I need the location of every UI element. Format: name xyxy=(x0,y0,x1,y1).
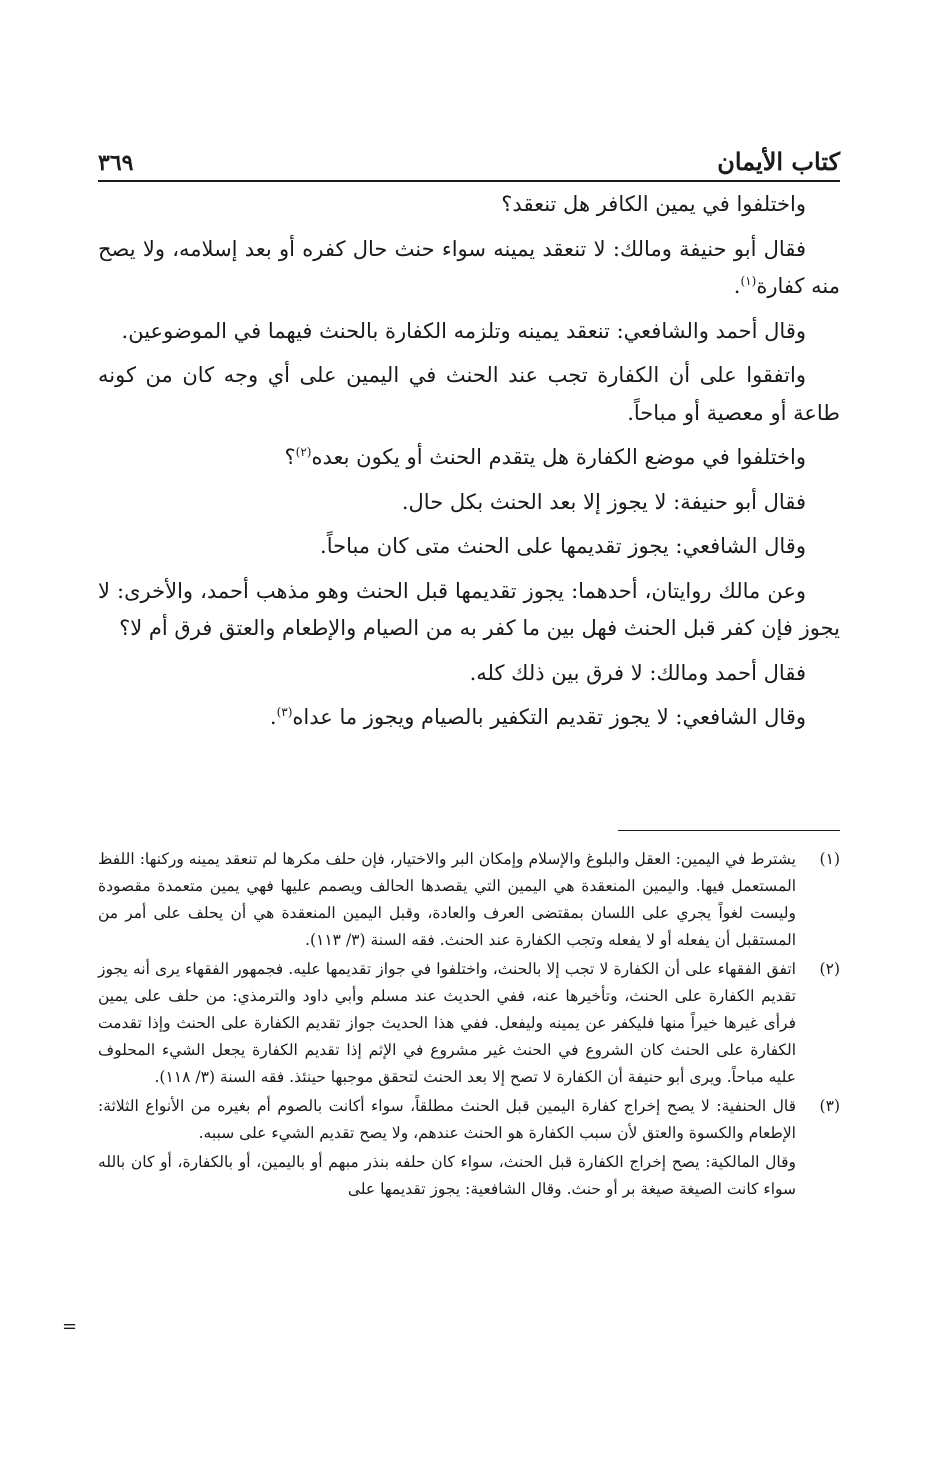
main-text xyxy=(98,186,840,744)
footnote-text: اتفق الفقهاء على أن الكفارة لا تجب إلا بالحنث، واختلفوا في جواز تقديمها عليه. فجمهور الفقهاء يرى أنه يجوز تقديم الكفارة على الحنث، وتأخيرها عنه، ففي الحديث عند مسلم وأبي داود والترمذي: من حلف على يمين فرأى غيرها خيراً منها فليكفر عن يمينه وليفعل. ففي هذا الحديث جواز تقديم الكفارة على الحنث وإذا تقدمت الكفارة على الحنث كان الشروع في الحنث غير مشروع في الإثم إذا تقديم الكفارة يجعل الشيء المحلوف عليه مباحاً. ويرى أبو حنيفة أن الكفارة لا تصح إلا بعد الحنث لتحقق موجبها حينئذ. فقه السنة (٣/ ١١٨). xyxy=(98,960,796,1086)
footnote-separator xyxy=(618,830,840,831)
paragraph-3: وقال أحمد والشافعي: تنعقد يمينه وتلزمه الكفارة بالحنث فيهما في الموضوعين. xyxy=(121,318,806,343)
footnote-number: (٣) xyxy=(819,1097,840,1115)
paragraph-6: فقال أبو حنيفة: لا يجوز إلا بعد الحنث بكل حال. xyxy=(401,489,806,514)
footnote-number: (٢) xyxy=(819,960,840,978)
paragraph-10: وقال الشافعي: لا يجوز تقديم التكفير بالصيام ويجوز ما عداه$^{(٣)}$. xyxy=(269,705,806,729)
paragraph-5: واختلفوا في موضع الكفارة هل يتقدم الحنث أو يكون بعده$^{(٢)}$؟ xyxy=(284,445,806,469)
footnote-text: قال الحنفية: لا يصح إخراج كفارة اليمين قبل الحنث مطلقاً، سواء أكانت بالصوم أم بغيره من الأنواع الثلاثة: الإطعام والكسوة والعتق لأن سبب الكفارة هو الحنث عندهم، ولا يصح تقديم الشيء على سببه. xyxy=(98,1097,796,1142)
footnote-3-continuation: وقال المالكية: يصح إخراج الكفارة قبل الحنث، سواء كان حلفه بنذر مبهم أو باليمين، أو بالكفارة، أو كان بالله سواء كانت الصيغة صيغة بر أو حنث. وقال الشافعية: يجوز تقديمها على xyxy=(98,1153,796,1198)
footnote-1 xyxy=(98,846,840,954)
footnote-ref-2: (٢) xyxy=(295,445,312,459)
footnote-2 xyxy=(98,956,840,1091)
paragraph-4: واتفقوا على أن الكفارة تجب عند الحنث في اليمين على أي وجه كان من كونه طاعة أو معصية أو مباحاً. xyxy=(98,363,840,425)
paragraph-2: فقال أبو حنيفة ومالك: لا تنعقد يمينه سواء حنث حال كفره أو بعد إسلامه، ولا يصح منه كفارة$^{(١)}$. xyxy=(98,236,840,298)
footnote-ref-3: (٣) xyxy=(276,705,293,719)
paragraph-9: فقال أحمد ومالك: لا فرق بين ذلك كله. xyxy=(469,660,806,685)
paragraph-7: وقال الشافعي: يجوز تقديمها على الحنث متى كان مباحاً. xyxy=(320,534,806,558)
footnote-ref-1: (١) xyxy=(740,274,757,288)
paragraph-1: واختلفوا في يمين الكافر هل تنعقد؟ xyxy=(501,192,806,216)
chapter-title: كتاب الأيمان xyxy=(717,147,840,176)
footnote-number: (١) xyxy=(819,850,840,868)
footnote-text: يشترط في اليمين: العقل والبلوغ والإسلام وإمكان البر والاختيار، فإن حلف مكرها لم تنعقد يمينه وركنها: اللفظ المستعمل فيها. واليمين المنعقدة هي اليمين التي يقصدها الحالف ويصمم عليها فهي يمين متعمدة مقصودة وليست لغواً يجري على اللسان بمقتضى العرف والعادة، وقبل اليمين المنعقدة هي أن يحلف على أمر من المستقبل أن يفعله أو لا يفعله وتجب الكفارة عند الحنث. فقه السنة (٣/ ١١٣). xyxy=(98,850,796,949)
footnotes xyxy=(98,846,840,1203)
footnote-3 xyxy=(98,1093,840,1147)
running-header xyxy=(98,140,840,182)
continuation-mark: = xyxy=(62,1316,78,1337)
page-number: ٣٦٩ xyxy=(98,150,134,176)
paragraph-8: وعن مالك روايتان، أحدهما: يجوز تقديمها قبل الحنث وهو مذهب أحمد، والأخرى: لا يجوز فإن كفر قبل الحنث فهل بين ما كفر به من الصيام والإطعام والعتق فرق أم لا؟ xyxy=(98,578,840,640)
